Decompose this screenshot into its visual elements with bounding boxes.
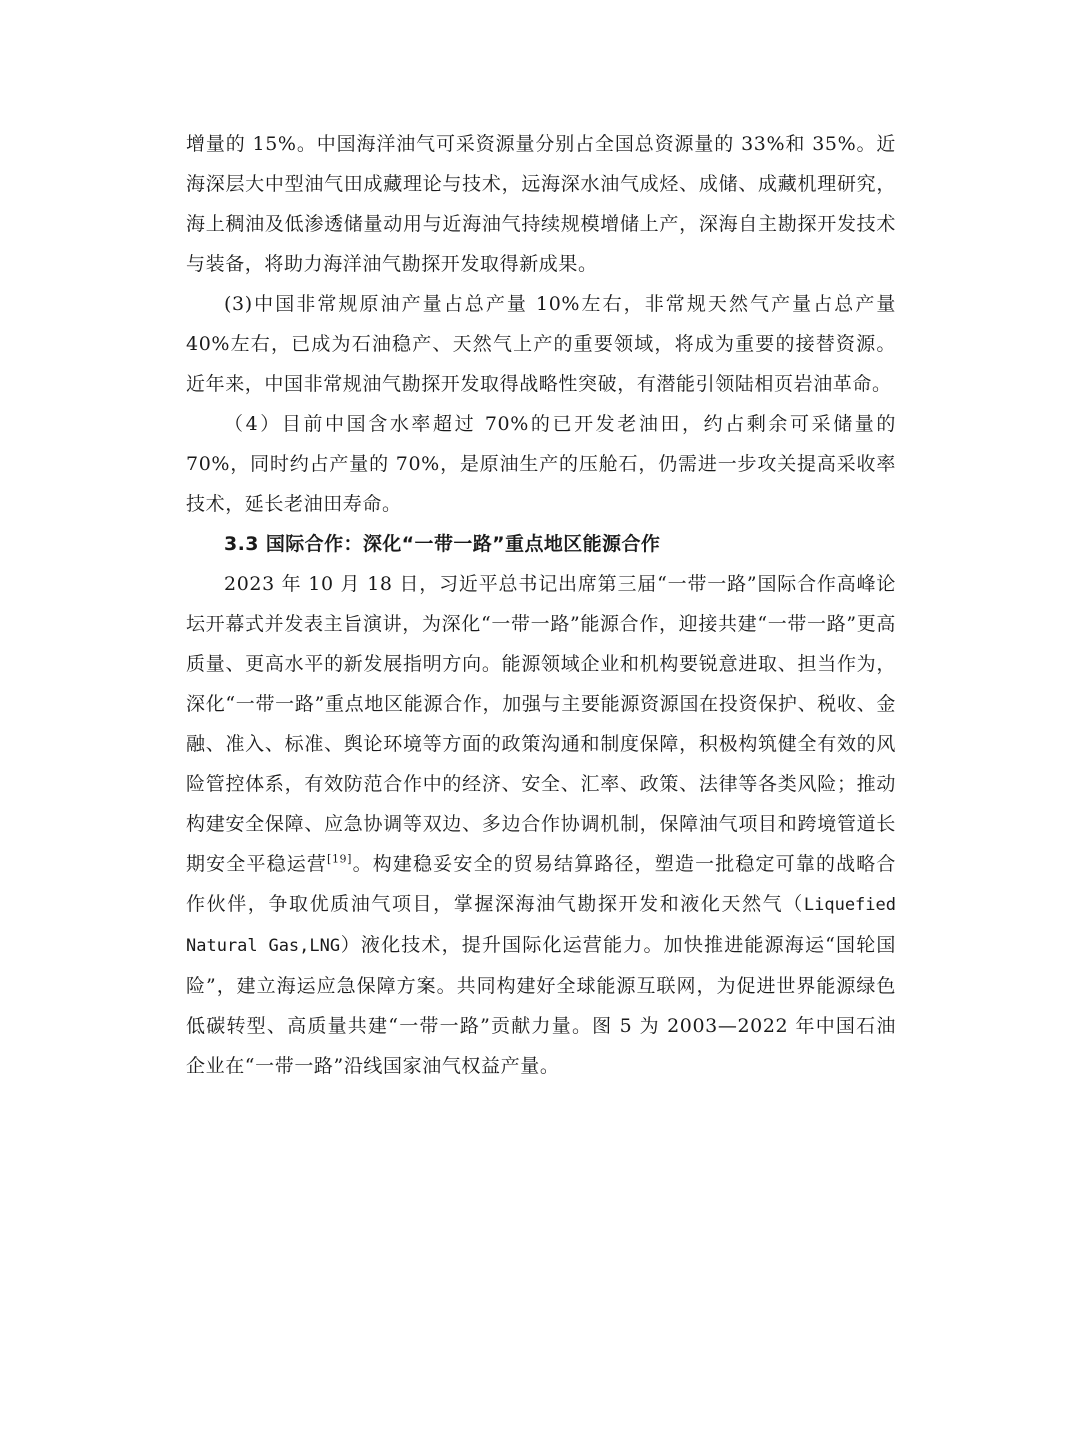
paragraph-text-part2: 。构建稳妥安全的贸易结算路径，塑造一批稳定可靠的战略合作伙伴，争取优质油气项目，掌握深海油气勘探开发和液化天然气（ — [186, 853, 897, 915]
paragraph-old-oilfields: （4）目前中国含水率超过 70%的已开发老油田，约占剩余可采储量的 70%，同时约占产量的 70%，是原油生产的压舱石，仍需进一步攻关提高采收率技术，延长老油田寿命。 — [186, 413, 896, 515]
paragraph-text-part3: ）液化技术，提升国际化运营能力。加快推进能源海运“国轮国险”，建立海运应急保障方案。共同构建好全球能源互联网，为促进世界能源绿色低碳转型、高质量共建“一带一路”贡献力量。图 5 为 2003—2022 年中国石油企业在“一带一路”沿线国家油气权益产量。 — [186, 934, 896, 1077]
document-body — [186, 124, 896, 1086]
paragraph-text-part1: 2023 年 10 月 18 日，习近平总书记出席第三届“一带一路”国际合作高峰论坛开幕式并发表主旨演讲，为深化“一带一路”能源合作，迎接共建“一带一路”更高质量、更高水平的新发展指明方向。能源领域企业和机构要锐意进取、担当作为，深化“一带一路”重点地区能源合作，加强与主要能源资源国在投资保护、税收、金融、准入、标准、舆论环境等方面的政策沟通和制度保障，积极构筑健全有效的风险管控体系，有效防范合作中的经济、安全、汇率、政策、法律等各类风险；推动构建安全保障、应急协调等双边、多边合作协调机制，保障油气项目和跨境管道长期安全平稳运营 — [186, 573, 896, 875]
paragraph-international-cooperation — [186, 564, 896, 1086]
paragraph-offshore-resources: 增量的 15%。中国海洋油气可采资源量分别占全国总资源量的 33%和 35%。近海深层大中型油气田成藏理论与技术，远海深水油气成烃、成储、成藏机理研究，海上稠油及低渗透储量动用与近海油气持续规模增储上产，深海自主勘探开发技术与装备，将助力海洋油气勘探开发取得新成果。 — [186, 133, 896, 275]
section-heading: 3.3 国际合作：深化“一带一路”重点地区能源合作 — [224, 533, 661, 555]
citation-reference: [19] — [327, 852, 353, 866]
paragraph-unconventional: (3)中国非常规原油产量占总产量 10%左右，非常规天然气产量占总产量 40%左右，已成为石油稳产、天然气上产的重要领域，将成为重要的接替资源。近年来，中国非常规油气勘探开发取得战略性突破，有潜能引领陆相页岩油革命。 — [186, 293, 896, 395]
lng-term: Liquefied Natural Gas,LNG — [186, 895, 896, 956]
